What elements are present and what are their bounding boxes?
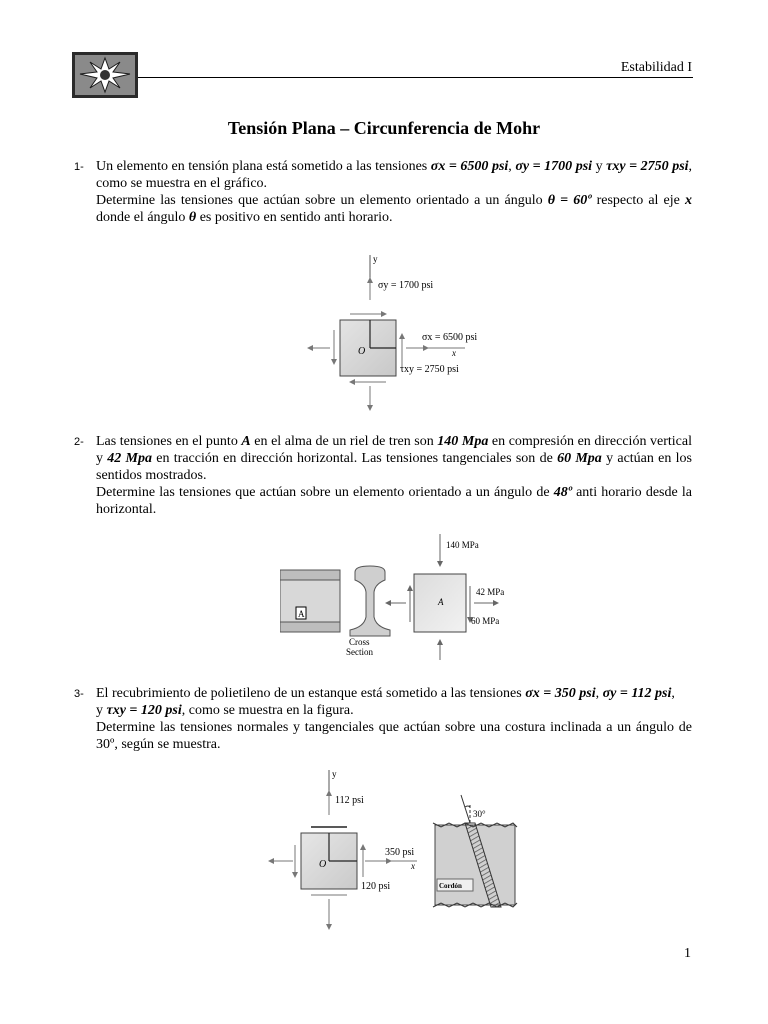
figure-3-liner-element: [265, 765, 525, 935]
problem-number: 1-: [74, 161, 84, 173]
sigma-y-value: σy = 1700 psi: [515, 159, 593, 174]
problem-text: donde el ángulo: [96, 210, 189, 225]
problem-text: Las tensiones en el punto: [96, 434, 242, 449]
x-axis-label: x: [452, 348, 456, 358]
angle-label: 30°: [473, 809, 486, 819]
problem-text: , como se muestra en la figura.: [181, 703, 354, 718]
separator: ,: [508, 159, 516, 174]
problem-text: Determine las tensiones que actúan sobre un elemento orientado a un ángulo de: [96, 485, 554, 500]
x-axis-label: x: [411, 861, 415, 871]
origin-label: O: [358, 346, 366, 357]
figure-2-rail-element: [280, 532, 520, 662]
angle-seam-line: [461, 795, 470, 823]
angle-arc: [465, 806, 470, 807]
y-axis-label: y: [373, 254, 378, 264]
page-title: Tensión Plana – Circunferencia de Mohr: [227, 118, 541, 138]
label-350: 350 psi: [385, 847, 415, 858]
page-number: 1: [684, 946, 691, 961]
problem-text: y actúan en los sentidos mostrados.: [96, 451, 692, 483]
label-42: 42 MPa: [476, 587, 505, 597]
rail-head: [280, 570, 340, 580]
course-name: Estabilidad I: [620, 60, 692, 75]
problem-2: [74, 433, 692, 518]
origin-label: O: [319, 859, 327, 870]
problem-number: 3-: [74, 688, 84, 700]
label-112: 112 psi: [335, 795, 364, 806]
theta-value: θ = 60º: [547, 193, 592, 208]
rail-foot: [280, 622, 340, 632]
problem-text: Determine las tensiones que actúan sobre un elemento orientado a un ángulo: [96, 193, 548, 208]
logo-emblem: [72, 52, 138, 98]
problem-3: [74, 685, 692, 753]
figure-1-stress-element: [300, 250, 500, 415]
cross-label: Cross: [349, 637, 370, 647]
problem-text: en tracción en dirección horizontal. Las tensiones tangenciales son de: [152, 451, 558, 466]
y-axis-label: y: [332, 769, 337, 779]
problem-text: Un elemento en tensión plana está sometido a las tensiones: [96, 159, 431, 174]
problem-1: [74, 158, 693, 226]
separator: ,: [595, 686, 603, 701]
problem-text: El recubrimiento de polietileno de un estanque está sometido a las tensiones: [96, 686, 526, 701]
label-60: 60 MPa: [471, 616, 500, 626]
angle-value: 48º: [553, 485, 572, 500]
seam-label: Cordón: [439, 882, 462, 890]
axis-label: x: [685, 193, 692, 208]
element-label: A: [438, 597, 444, 607]
sigma-y-value: σy = 112 psi: [602, 686, 672, 701]
shear-value: 60 Mpa: [557, 451, 602, 466]
theta-symbol: θ: [188, 210, 197, 225]
label-120: 120 psi: [361, 881, 391, 892]
problem-text: anti horario desde la horizontal.: [96, 485, 692, 517]
problem-text: , como se muestra en el gráfico.: [96, 159, 693, 191]
problem-text: en compresión en dirección vertical y: [96, 434, 692, 466]
problem-text: en el alma de un riel de tren son: [250, 434, 438, 449]
point-a-label: A: [298, 609, 305, 619]
rail-cross-section: [350, 566, 390, 636]
problem-text: Determine las tensiones normales y tangenciales que actúan sobre una costura inclinada a un ángulo de 30º, según se muestra.: [96, 720, 692, 752]
sigma-x-value: σx = 350 psi: [525, 686, 596, 701]
sigma-x-value: σx = 6500 psi: [430, 159, 509, 174]
compression-value: 140 Mpa: [437, 434, 489, 449]
sigma-x-label: σx = 6500 psi: [422, 332, 478, 343]
tau-xy-value: τxy = 120 psi: [106, 703, 182, 718]
sigma-y-label: σy = 1700 psi: [378, 280, 434, 291]
section-label: Section: [346, 647, 373, 657]
problem-text: es positivo en sentido anti horario.: [196, 210, 393, 225]
problem-text: respecto al eje: [591, 193, 685, 208]
label-140: 140 MPa: [446, 540, 479, 550]
tension-value: 42 Mpa: [107, 451, 153, 466]
problem-text: y: [592, 159, 607, 174]
header-rule: [138, 77, 693, 78]
tau-xy-value: τxy = 2750 psi: [606, 159, 689, 174]
problem-text: y: [96, 703, 107, 718]
problem-number: 2-: [74, 436, 84, 448]
separator: ,: [671, 686, 675, 701]
point-label: A: [241, 434, 251, 449]
tau-label: τxy = 2750 psi: [400, 364, 459, 375]
